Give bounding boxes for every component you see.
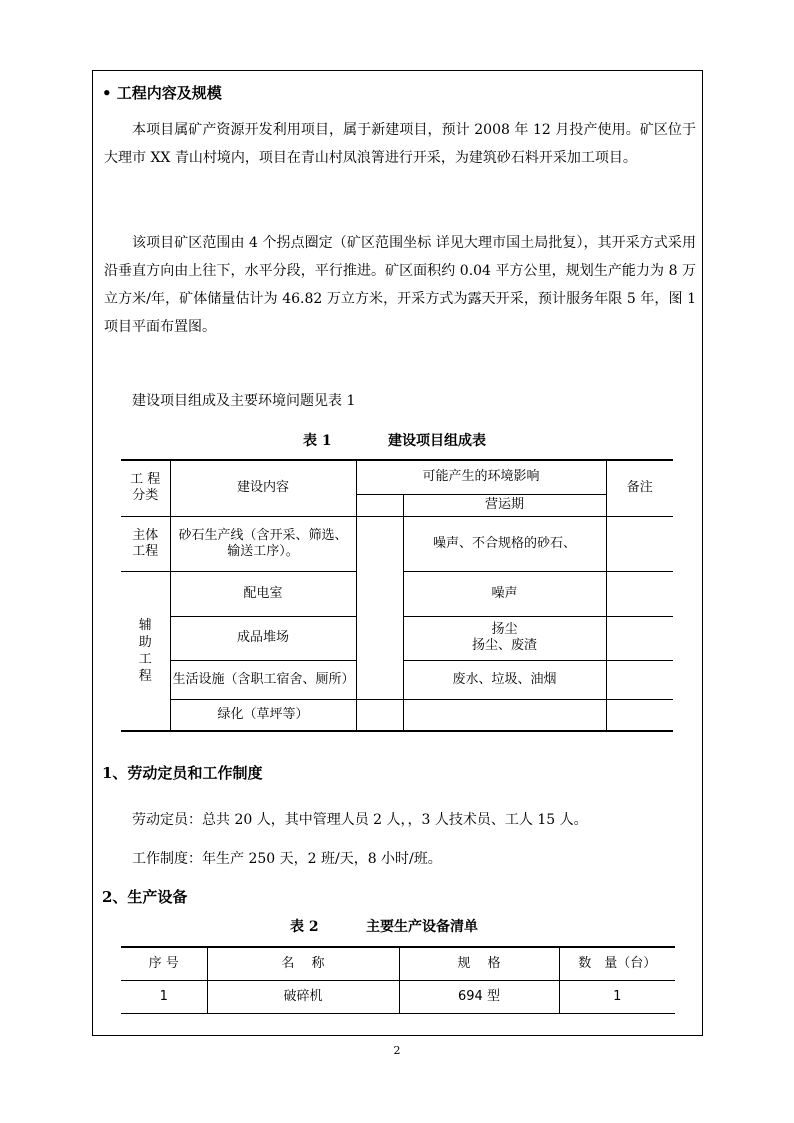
header-quantity: 数 量（台） <box>559 947 675 980</box>
project-composition-table <box>121 459 673 732</box>
labor-staffing-line: 劳动定员：总共 20 人，其中管理人员 2 人，，3 人技术员、工人 15 人。 <box>132 812 588 828</box>
section-heading-equipment: 2、生产设备 <box>102 888 188 906</box>
cell-name: 破碎机 <box>207 980 399 1013</box>
row-content: 生活设施（含职工宿舍、厕所） <box>170 660 356 699</box>
row-remark <box>606 616 673 660</box>
row-content: 配电室 <box>170 571 356 616</box>
section-heading-scope: • 工程内容及规模 <box>102 84 222 102</box>
row-content: 砂石生产线（含开采、筛选、输送工序）。 <box>170 516 356 571</box>
paragraph-table-ref: 建设项目组成及主要环境问题见表 1 <box>132 393 356 409</box>
row-impact: 废水、垃圾、油烟 <box>403 660 606 699</box>
page-number: 2 <box>393 1044 401 1057</box>
row-impact: 扬尘 扬尘、废渣 <box>403 616 606 660</box>
row-impact: 噪声、不合规格的砂石、 <box>403 516 606 571</box>
paragraph-intro: 本项目属矿产资源开发利用项目，属于新建项目，预计 2008 年 12 月投产使用。矿区位于大理市 XX 青山村境内，项目在青山村凤浪箐进行开采，为建筑砂石料开采加工项目。 <box>104 122 696 166</box>
header-content: 建设内容 <box>170 460 356 516</box>
row-remark <box>606 660 673 699</box>
category-auxiliary: 辅 助 工 程 <box>121 571 170 731</box>
cell-quantity: 1 <box>559 980 675 1013</box>
row-impact: 噪声 <box>403 571 606 616</box>
equipment-table <box>121 946 675 1014</box>
header-name: 名 称 <box>207 947 399 980</box>
cell-seq: 1 <box>121 980 207 1013</box>
row-remark <box>606 699 673 731</box>
cell-spec: 694 型 <box>399 980 559 1013</box>
work-schedule-line: 工作制度：年生产 250 天，2 班/天，8 小时/班。 <box>132 851 442 867</box>
category-main: 主体 工程 <box>121 516 170 571</box>
header-spec: 规 格 <box>399 947 559 980</box>
paragraph-mining-method: 该项目矿区范围由 4 个拐点圈定（矿区范围坐标 详见大理市国土局批复），其开采方式采用沿垂直方向由上往下，水平分段，平行推进。矿区面积约 0.04 平方公里，规划生产能力为 8 万立方米/年，矿体储量估计为 46.82 万立方米，开采方式为露天开采，预计服务年限 5 年，图 1 项目平面布置图。 <box>104 235 696 335</box>
row-remark <box>606 516 673 571</box>
header-impact: 可能产生的环境影响 <box>356 460 606 494</box>
table1-caption-number: 表 1 <box>303 433 332 449</box>
header-category: 工 程 分类 <box>121 460 170 516</box>
row-content: 绿化（草坪等） <box>170 699 356 731</box>
row-content: 成品堆场 <box>170 616 356 660</box>
header-seq: 序 号 <box>121 947 207 980</box>
table2-caption-number: 表 2 <box>290 919 319 935</box>
table1-caption-title: 建设项目组成表 <box>388 433 486 449</box>
blank-cell <box>356 699 403 731</box>
blank-merged-cell <box>356 516 403 699</box>
table2-caption-title: 主要生产设备清单 <box>366 919 478 935</box>
header-phase: 营运期 <box>403 494 606 516</box>
header-remark: 备注 <box>606 460 673 516</box>
row-remark <box>606 571 673 616</box>
header-blank <box>356 494 403 516</box>
row-impact <box>403 699 606 731</box>
section-heading-labor: 1、劳动定员和工作制度 <box>102 764 263 782</box>
